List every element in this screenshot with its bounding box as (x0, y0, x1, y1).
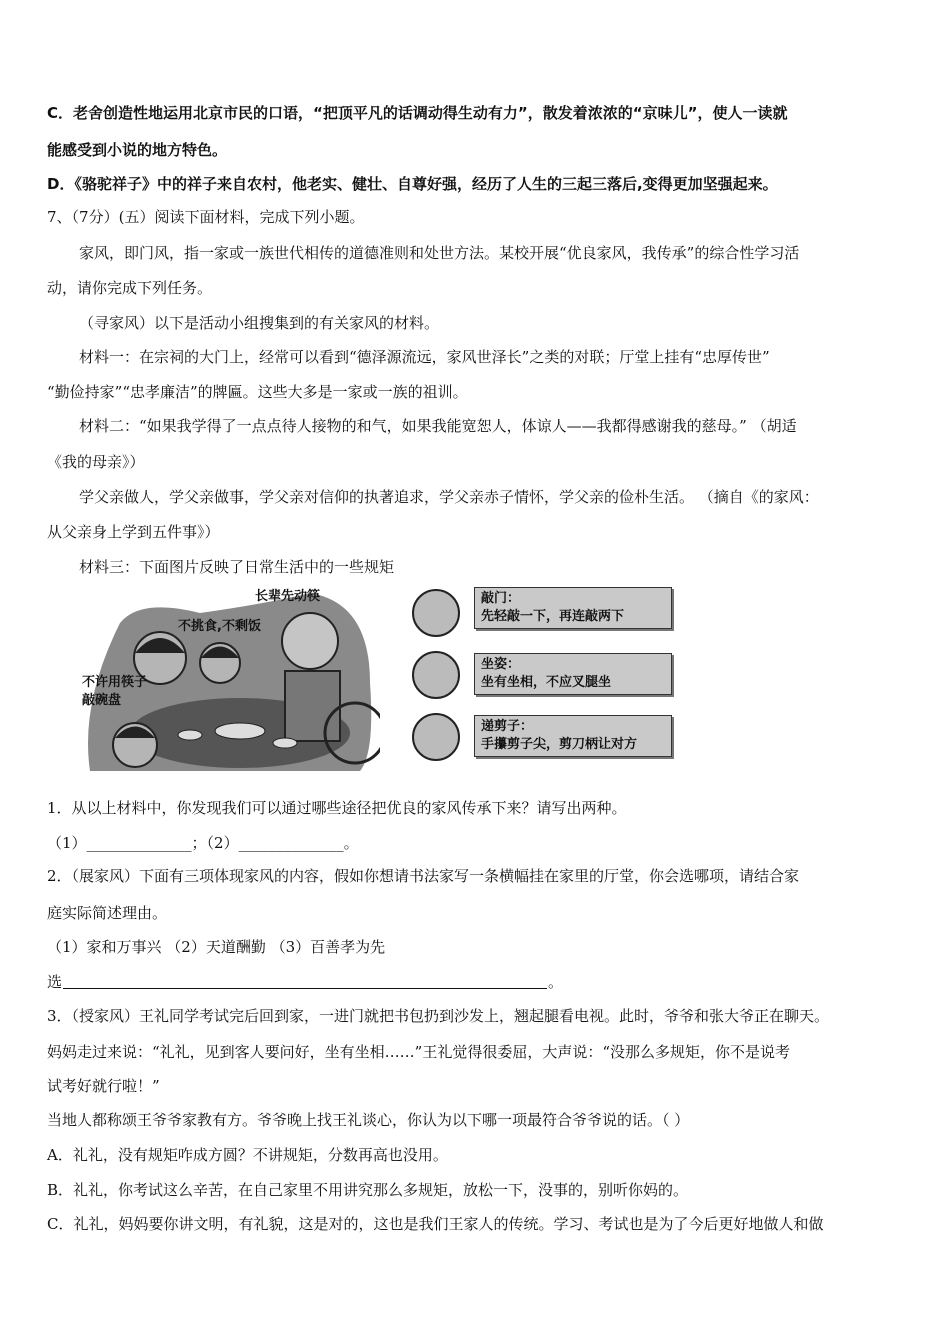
sub-question-1-answers: （1）______________；（2）______________。 (47, 834, 359, 852)
sitting-icon (412, 651, 460, 699)
sub-question-1: 1．从以上材料中，你发现我们可以通过哪些途径把优良的家风传承下来？请写出两种。 (47, 799, 627, 817)
seek-heading: （寻家风）以下是活动小组搜集到的有关家风的材料。 (79, 314, 440, 332)
sub-question-3-line1: 3．（授家风）王礼同学考试完后回到家，一进门就把书包扔到沙发上，翘起腿看电视。此时，爷爷和张大爷正在聊天。 (47, 1007, 830, 1025)
option-d: D．《骆驼祥子》中的祥子来自农村，他老实、健壮、自尊好强，经历了人生的三起三落后,变得更加坚强起来。 (47, 175, 778, 193)
question-7-header: 7、（7分）(五）阅读下面材料，完成下列小题。 (47, 208, 365, 226)
sub-question-3-line2: 妈妈走过来说：“礼礼，见到客人要问好，坐有坐相……”王礼觉得很委屈，大声说：“没那么多规矩，你不是说考 (47, 1043, 791, 1061)
sign-knock (474, 587, 672, 629)
scissors-icon (412, 713, 460, 761)
material-1-line2: “勤俭持家”“忠孝廉洁”的牌匾。这些大多是一家或一族的祖训。 (47, 383, 468, 401)
choice-c: C．礼礼，妈妈要你讲文明，有礼貌，这是对的，这也是我们王家人的传统。学习、考试也是为了今后更好地做人和做 (47, 1215, 824, 1233)
caption-no-picky: 不挑食,不剩饭 (178, 619, 261, 634)
sub-question-3-line4: 当地人都称颂王爷爷家教有方。爷爷晚上找王礼谈心，你认为以下哪一项最符合爷爷说的话。（ ） (47, 1111, 690, 1129)
dinner-illustration (80, 583, 380, 773)
sign-sitting (474, 653, 672, 695)
caption-elders-first: 长辈先动筷 (255, 589, 321, 604)
intro-line1: 家风，即门风，指一家或一族世代相传的道德准则和处世方法。某校开展“优良家风，我传承”的综合性学习活 (79, 244, 800, 262)
answer-blank-line (63, 988, 547, 989)
sub-question-2-end: 。 (548, 973, 564, 991)
sub-question-2-line2: 庭实际简述理由。 (47, 904, 168, 922)
sign-knock-title: 敲门： (481, 591, 521, 606)
sign-sitting-title: 坐姿： (481, 657, 521, 672)
choice-b: B．礼礼，你考试这么辛苦，在自己家里不用讲究那么多规矩，放松一下，没事的，别听你妈的。 (47, 1181, 689, 1199)
material-2-line4: 从父亲身上学到五件事》） (47, 523, 220, 541)
sign-sitting-text: 坐有坐相，不应叉腿坐 (481, 675, 612, 690)
sub-question-2-select-label: 选 (47, 973, 63, 991)
choice-a: A．礼礼，没有规矩咋成方圆？不讲规矩，分数再高也没用。 (47, 1146, 448, 1164)
material-2-line3: 学父亲做人，学父亲做事，学父亲对信仰的执著追求，学父亲赤子情怀，学父亲的俭朴生活。 （摘自《的家风： (79, 488, 819, 506)
caption-no-chopsticks-1: 不许用筷子 (82, 675, 148, 690)
sign-scissors-text: 手攥剪子尖，剪刀柄让对方 (481, 737, 638, 752)
sub-question-2-options: （1）家和万事兴 （2）天道酬勤 （3）百善孝为先 (47, 938, 386, 956)
intro-line2: 动，请你完成下列任务。 (47, 279, 213, 297)
option-c-line2: 能感受到小说的地方特色。 (47, 141, 228, 159)
sign-scissors-title: 递剪子： (481, 719, 534, 734)
caption-no-chopsticks-2: 敲碗盘 (82, 693, 122, 708)
material-1-line1: 材料一：在宗祠的大门上，经常可以看到“德泽源流远，家风世泽长”之类的对联；厅堂上挂有“忠厚传世” (79, 348, 770, 366)
option-c-line1: C．老舍创造性地运用北京市民的口语，“把顶平凡的话调动得生动有力”，散发着浓浓的“京味儿”，使人一读就 (47, 104, 788, 122)
sign-scissors (474, 715, 672, 757)
material-2-line1: 材料二：“如果我学得了一点点待人接物的和气，如果我能宽恕人，体谅人——我都得感谢我的慈母。” （胡适 (79, 417, 797, 435)
material-3-intro: 材料三：下面图片反映了日常生活中的一些规矩 (79, 558, 395, 576)
knock-icon (412, 589, 460, 637)
material-2-line2: 《我的母亲》） (47, 453, 145, 471)
rules-panel (410, 585, 670, 775)
sign-knock-text: 先轻敲一下，再连敲两下 (481, 609, 625, 624)
sub-question-2-line1: 2．（展家风）下面有三项体现家风的内容，假如你想请书法家写一条横幅挂在家里的厅堂，你会选哪项，请结合家 (47, 867, 800, 885)
sub-question-3-line3: 试考好就行啦！” (47, 1077, 160, 1095)
